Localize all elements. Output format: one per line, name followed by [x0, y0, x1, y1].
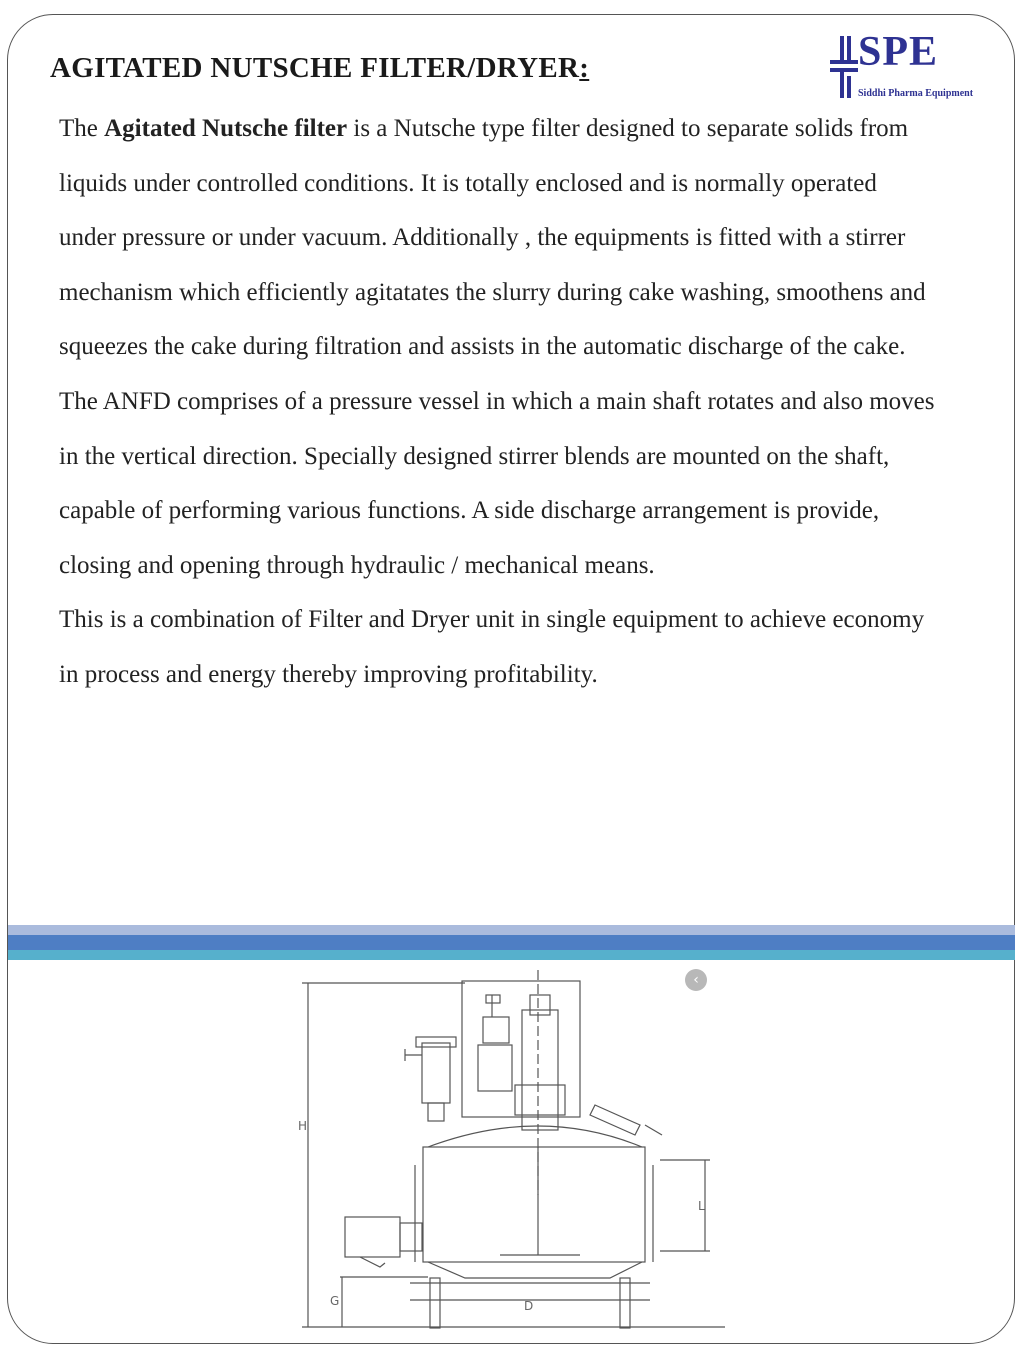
slide-title-colon: : — [579, 52, 590, 84]
description-paragraph-1 — [59, 102, 939, 593]
dimension-label-g: G — [330, 1294, 340, 1308]
spe-logo-mark-icon — [828, 34, 858, 100]
description-paragraph-2: This is a combination of Filter and Dryer unit in single equipment to achieve economy in process and energy thereby improving profitability. — [59, 606, 925, 688]
slide-title-text: AGITATED NUTSCHE FILTER/DRYER — [50, 52, 580, 84]
nav-back-button[interactable]: ‹ — [685, 969, 707, 991]
spe-logo-brand: SPE — [858, 29, 939, 75]
description-text — [59, 102, 939, 703]
divider-band-blue — [8, 935, 1015, 950]
dimension-label-h: H — [298, 1119, 308, 1133]
slide-title — [50, 52, 589, 85]
dimension-label-d: D — [524, 1299, 534, 1313]
spe-logo-subtitle: Siddhi Pharma Equipment — [858, 88, 974, 99]
para1-rest: is a Nutsche type filter designed to separate solids from liquids under controlled conditions. It is totally enclosed and is normally operated under pressure or under vacuum. Additionally , the equipments is fitted with a stirrer mechanism which efficiently agitatates the slurry during cake washing, smoothens and squeezes the cake during filtration and assists in the automatic discharge of the cake. The ANFD comprises of a pressure vessel in which a main shaft rotates and also moves in the vertical direction. Specially designed stirrer blends are mounted on the shaft, capable of performing various functions. A side discharge arrangement is provide, closing and opening through hydraulic / mechanical means. — [59, 115, 935, 579]
spe-logo — [828, 29, 990, 104]
dimension-label-l: L — [698, 1199, 705, 1213]
para1-bold-term: Agitated Nutsche filter — [104, 115, 348, 142]
anfd-technical-drawing — [290, 965, 730, 1340]
divider-band-teal — [8, 950, 1015, 960]
divider-band-light — [8, 925, 1015, 935]
para1-lead: The — [59, 115, 105, 142]
